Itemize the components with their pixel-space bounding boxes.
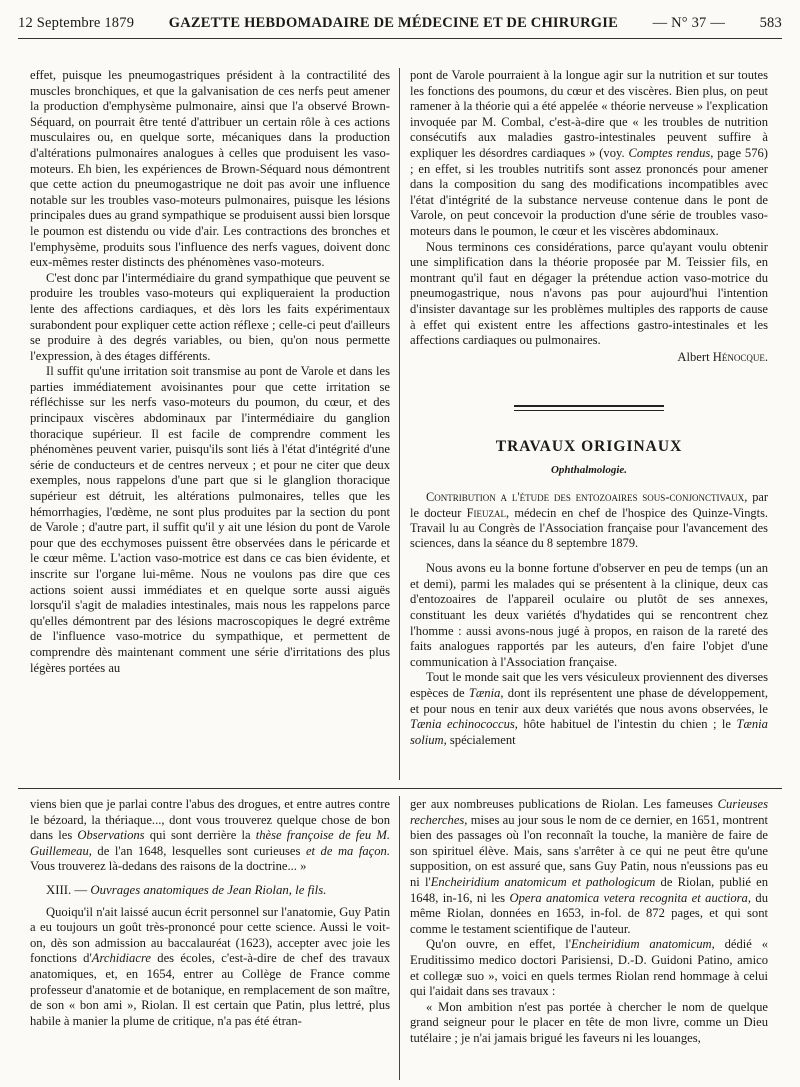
paragraph: Nous avons eu la bonne fortune d'observer en peu de temps (un an et demi), parmi les malades qui se présentent à la clinique, deux cas d'entozoaires de l'appareil oculaire ou plutôt de ses annexes, constituant les deux variétés d'hydatides qui se rencontrent chez l'homme : aussi avons-nous jugé à propos, en raison de la rareté des faits analogues rapportés par les auteurs, d'en faire l'objet d'une communication à l'Association française. bbox=[410, 561, 768, 669]
ornamental-separator bbox=[514, 405, 664, 411]
section-subtitle: Ophthalmologie. bbox=[550, 463, 628, 476]
journal-title: GAZETTE HEBDOMADAIRE DE MÉDECINE ET DE CHIRURGIE bbox=[168, 14, 618, 31]
paragraph: pont de Varole pourraient à la longue agir sur la nutrition et sur toutes les fonctions des poumons, du cœur et des viscères. Bien plus, on peut ramener à la théorie qui a été appelée « théorie nerveuse » l'explication invoquée par M. Combal, c'est-à-dire que « les troubles de nutrition consécutifs aux maladies gastro-intestinales peuvent suffire à expliquer les désordres cardiaques » (voy. Comptes rendus, page 576) ; en effet, si les troubles nutritifs sont assez prononcés pour amener dans la composition du sang des modifications incompatibles avec l'état d'intégrité de la substance nerveuse contenue dans le pont de Varole, on peut concevoir la production d'une série de troubles vaso-moteurs dans le poumon, le cœur et les viscères abdominaux. bbox=[410, 68, 768, 238]
paragraph: Tout le monde sait que les vers vésiculeux proviennent des diverses espèces de Tænia, dont ils représentent une phase de développement, et pour nous en tenir aux deux variétés que nous avons observées, le Tænia echinococcus, hôte habituel de l'intestin du chien ; le Tænia solium, spécialement bbox=[410, 670, 768, 747]
paragraph: effet, puisque les pneumogastriques président à la contractilité des muscles bronchiques, et que la galvanisation de ces nerfs peut amener la production d'emphysème pulmonaire, ainsi que l'a observé Brown-Séquard, on pourrait être tenté d'attribuer un certain rôle à ces actions musculaires ou, en quelque sorte, mécaniques dans la production d'altérations pulmonaires analogues à celles que produisent les vaso-moteurs. Eh bien, les expériences de Brown-Séquard nous démontrent que cette action du pneumogastrique ne doit pas avoir une influence notable sur les troubles vaso-moteurs pulmonaires, puisque les lésions principales dues au grand sympathique se produisent aussi bien lorsque le poumon est distendu ou vide d'air. Les contractions des bronches et l'emphysème, produits sous l'influence des nerfs vagues, doivent donc eux-mêmes rester distincts des phénomènes vaso-moteurs. bbox=[30, 68, 390, 270]
paragraph: Quoiqu'il n'ait laissé aucun écrit personnel sur l'anatomie, Guy Patin a eu toujours un goût très-prononcé pour cette science. Aussi le voit-on, dès son admission au baccalauréat (1623), accepter avec joie les fonctions d'Archidiacre des écoles, c'est-à-dire de chef des travaux anatomiques, et, en 1654, entrer au Collège de France comme professeur d'anatomie et de botanique, en remplacement de son maître, de son « bon ami », Riolan. Il est certain que Patin, plus lettré, plus habile à manier la plume de critique, n'a pas été étran- bbox=[30, 904, 390, 1028]
citation-title: Comptes rendus bbox=[628, 145, 711, 160]
quotation: « Mon ambition n'est pas portée à chercher le nom de quelque grand seigneur pour le placer en tête de mon livre, comme un Dieu tutélaire ; je n'ai jamais brigué les faveurs ni les louanges, bbox=[410, 999, 768, 1045]
top-column-divider bbox=[399, 68, 400, 780]
paragraph: viens bien que je parlai contre l'abus des drogues, et entre autres contre le bézoard, la thériaque..., dont vous trouverez quelque chose de bon dans les Observations qui sont derrière la thèse françoise de feu M. Guillemeau, de l'an 1648, lesquelles sont curieuses et de ma façon. Vous trouverez là-dedans des raisons de la doctrine... » bbox=[30, 797, 390, 874]
page-number: 583 bbox=[759, 14, 782, 31]
section-divider bbox=[18, 788, 782, 789]
paragraph: Il suffit qu'une irritation soit transmise au pont de Varole et dans les parties immédiatement avoisinantes pour que cette irritation se réfléchisse sur les nerfs vaso-moteurs du poumon, du cœur, et des principaux viscères abdominaux par l'intermédiaire du ganglion thoracique supérieur. Il est facile de comprendre comment les phénomènes peuvent varier, puisqu'ils sont liés à l'état d'intégrité d'une série de conducteurs et de centres nerveux ; et pour ne citer que deux exemples, nous rappelons d'une part que si le glanglion thoracique supérieur est détruit, les altérations pulmonaires, telles que les hémorrhagies, l'œdème, ne sont plus produites par la section du pont de Varole ; d'autre part, il suffit qu'il y ait une lésion du pont de Varole pour que des ecchymoses puissent être observées dans le péricarde et le cœur même. L'action vaso-motrice est dans ce cas bien évidente, et inscrite sur l'organe lui-même. Nous ne voulons pas dire que ces actions soient aussi immédiates et en quelque sorte aussi aiguës lorsqu'il s'agit de maladies intestinales, mais nous les rappelons parce qu'elles démontrent par des lésions macroscopiques le degré extrême de l'influence vaso-motrice du sympathique, et permettent de comprendre dès maintenant comment une série d'irritations des plus légères portées au bbox=[30, 364, 390, 675]
paragraph: ger aux nombreuses publications de Riolan. Les fameuses Curieuses recherches, mises au jour sous le nom de ce dernier, en 1651, montrent bien des passages où l'on reconnaît la touche, la manière de faire de son spirituel élève. Mais, sans s'arrêter à ce qui ne peut être qu'une supposition, on est assuré que, sans Guy Patin, nous n'eussions pas eu ni l'Encheiridium anatomicum et pathologicum de Riolan, publié en 1648, in-16, ni les Opera anatomica vetera recognita et auctiora, du même Riolan, données en 1653, in-fol. de 872 pages, et qui sont comme le testament scientifique de l'auteur. bbox=[410, 797, 768, 936]
bottom-right-column bbox=[410, 797, 768, 1082]
article-heading: Contribution a l'étude des entozoaires sous-conjonctivaux, par le docteur Fieuzal, médecin en chef de l'hospice des Quinze-Vingts. Travail lu au Congrès de l'Association française pour l'avancement des sciences, dans la séance du 8 septembre 1879. bbox=[410, 490, 768, 551]
issue-number: — N° 37 — bbox=[652, 14, 726, 31]
bottom-column-divider bbox=[399, 796, 400, 1080]
section-title: TRAVAUX ORIGINAUX bbox=[495, 438, 683, 456]
bottom-left-column bbox=[30, 797, 390, 1082]
paragraph: C'est donc par l'intermédiaire du grand sympathique que peuvent se produire les troubles vaso-moteurs qui expliqueraient la production lente des affections cardiaques, et dès lors les faits expérimentaux surabondent pour expliquer cette action réflexe ; celle-ci peut d'ailleurs se produire à des degrés variables, ou bien, qu'on nous permette l'expression, à des étages différents. bbox=[30, 270, 390, 363]
chapter-heading: XIII. — Ouvrages anatomiques de Jean Riolan, le fils. bbox=[46, 882, 327, 897]
issue-date: 12 Septembre 1879 bbox=[18, 14, 135, 31]
top-left-column bbox=[30, 68, 390, 780]
paragraph: Qu'on ouvre, en effet, l'Encheiridium anatomicum, dédié « Eruditissimo medico doctori Parisiensi, D.-D. Guidoni Patino, amico et collegæ suo », voici en quels termes Riolan rend hommage à celui qui l'aidait dans ses travaux : bbox=[410, 937, 768, 999]
author-signature: Albert Hénocque. bbox=[677, 349, 768, 364]
running-header bbox=[18, 8, 782, 39]
top-right-column bbox=[410, 68, 768, 780]
paragraph: Nous terminons ces considérations, parce qu'ayant voulu obtenir une simplification dans la théorie proposée par M. Teissier fils, en montrant qu'il faut en dégager la prétendue action vaso-motrice du pneumogastrique, nous n'avons pas pour aujourd'hui l'intention d'insister davantage sur les problèmes multiples des rapports de cause à effet qui existent entre les affections gastro-intestinales et les affections cardiaques ou pulmonaires. bbox=[410, 239, 768, 348]
